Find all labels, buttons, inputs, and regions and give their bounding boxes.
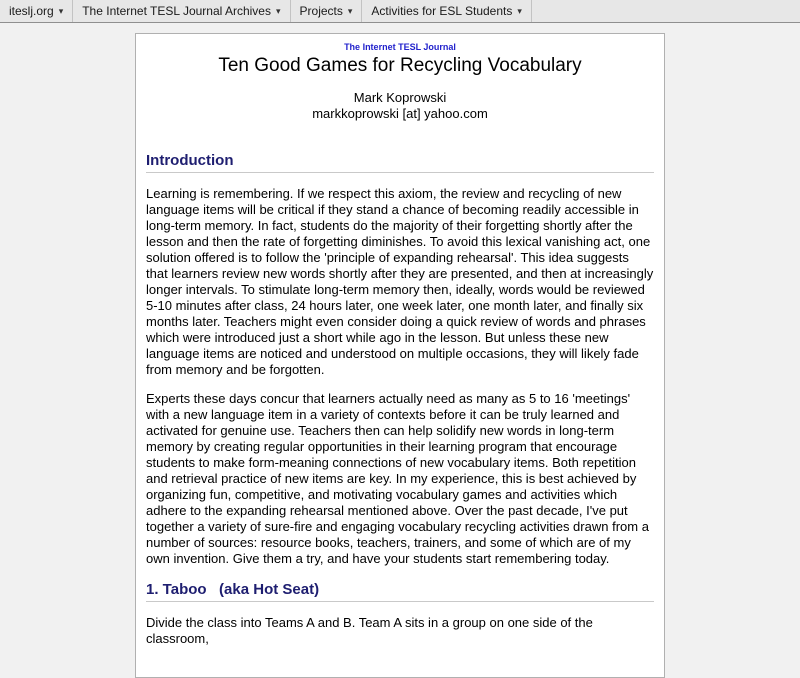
article-page — [135, 33, 665, 678]
nav-item-label: Projects — [299, 4, 343, 18]
nav-item-projects[interactable] — [291, 0, 363, 22]
paragraph: Experts these days concur that learners actually need as many as 5 to 16 'meetings' with a new language item in a variety of contexts before it can be truly learned and activated for genuine use. Teachers then can help solidify new words in long-term memory by creating regular opportunities in their learning program that encourage students to make form-meaning connections of new vocabulary items. Both repetition and retrieval practice of new items are key. In my experience, this is best achieved by organizing fun, competitive, and motivating vocabulary games and activities which adhere to the expanding rehearsal mentioned above. Over the past decade, I've put together a variety of sure-fire and engaging vocabulary recycling activities drawn from a number of sources: resource books, teachers, trainers, and some of which are of my own invention. Give them a try, and have your students start remembering today. — [146, 391, 649, 566]
author-block — [146, 90, 654, 122]
section-divider — [146, 172, 654, 173]
nav-item-tesl-journal-archives[interactable] — [73, 0, 290, 22]
section-heading-introduction: Introduction — [146, 152, 234, 169]
section-taboo — [146, 581, 654, 647]
top-navigation-bar — [0, 0, 800, 23]
journal-link[interactable]: The Internet TESL Journal — [344, 42, 456, 52]
author-name: Mark Koprowski — [353, 90, 447, 105]
author-email: markkoprowski [at] yahoo.com — [312, 106, 488, 121]
nav-item-label: Activities for ESL Students — [371, 4, 513, 18]
nav-item-label: iteslj.org — [9, 4, 54, 18]
paragraph: Divide the class into Teams A and B. Team A sits in a group on one side of the classroom, — [146, 615, 593, 646]
nav-item-activities-esl-students[interactable] — [362, 0, 531, 22]
dropdown-caret-icon: ▾ — [275, 5, 281, 16]
nav-item-label: The Internet TESL Journal Archives — [82, 4, 271, 18]
section-introduction — [146, 152, 654, 567]
section-heading-taboo: 1. Taboo (aka Hot Seat) — [146, 581, 320, 598]
page-title: Ten Good Games for Recycling Vocabulary — [218, 55, 582, 76]
nav-item-iteslj-org[interactable] — [0, 0, 73, 22]
section-divider — [146, 601, 654, 602]
dropdown-caret-icon: ▾ — [347, 5, 353, 16]
dropdown-caret-icon: ▾ — [58, 5, 64, 16]
dropdown-caret-icon: ▾ — [517, 5, 522, 16]
paragraph: Learning is remembering. If we respect this axiom, the review and recycling of new language items will be critical if they stand a chance of becoming readily accessible in long-term memory. In fact, students do the majority of their forgetting shortly after the lesson and then the rate of forgetting diminishes. To avoid this lexical vanishing act, one solution offered is to follow the 'principle of expanding rehearsal'. This idea suggests that learners review new words shortly after they are presented, and then at increasingly longer intervals. To stimulate long-term memory then, ideally, words would be reviewed 5-10 minutes after class, 24 hours later, one week later, one month later, and finally six months later. Teachers might even consider doing a quick review of words and phrases which were introduced just a short while ago in the lesson. But unless these new language items are noticed and understood on multiple occasions, they will likely fade from memory and be forgotten. — [146, 186, 654, 377]
